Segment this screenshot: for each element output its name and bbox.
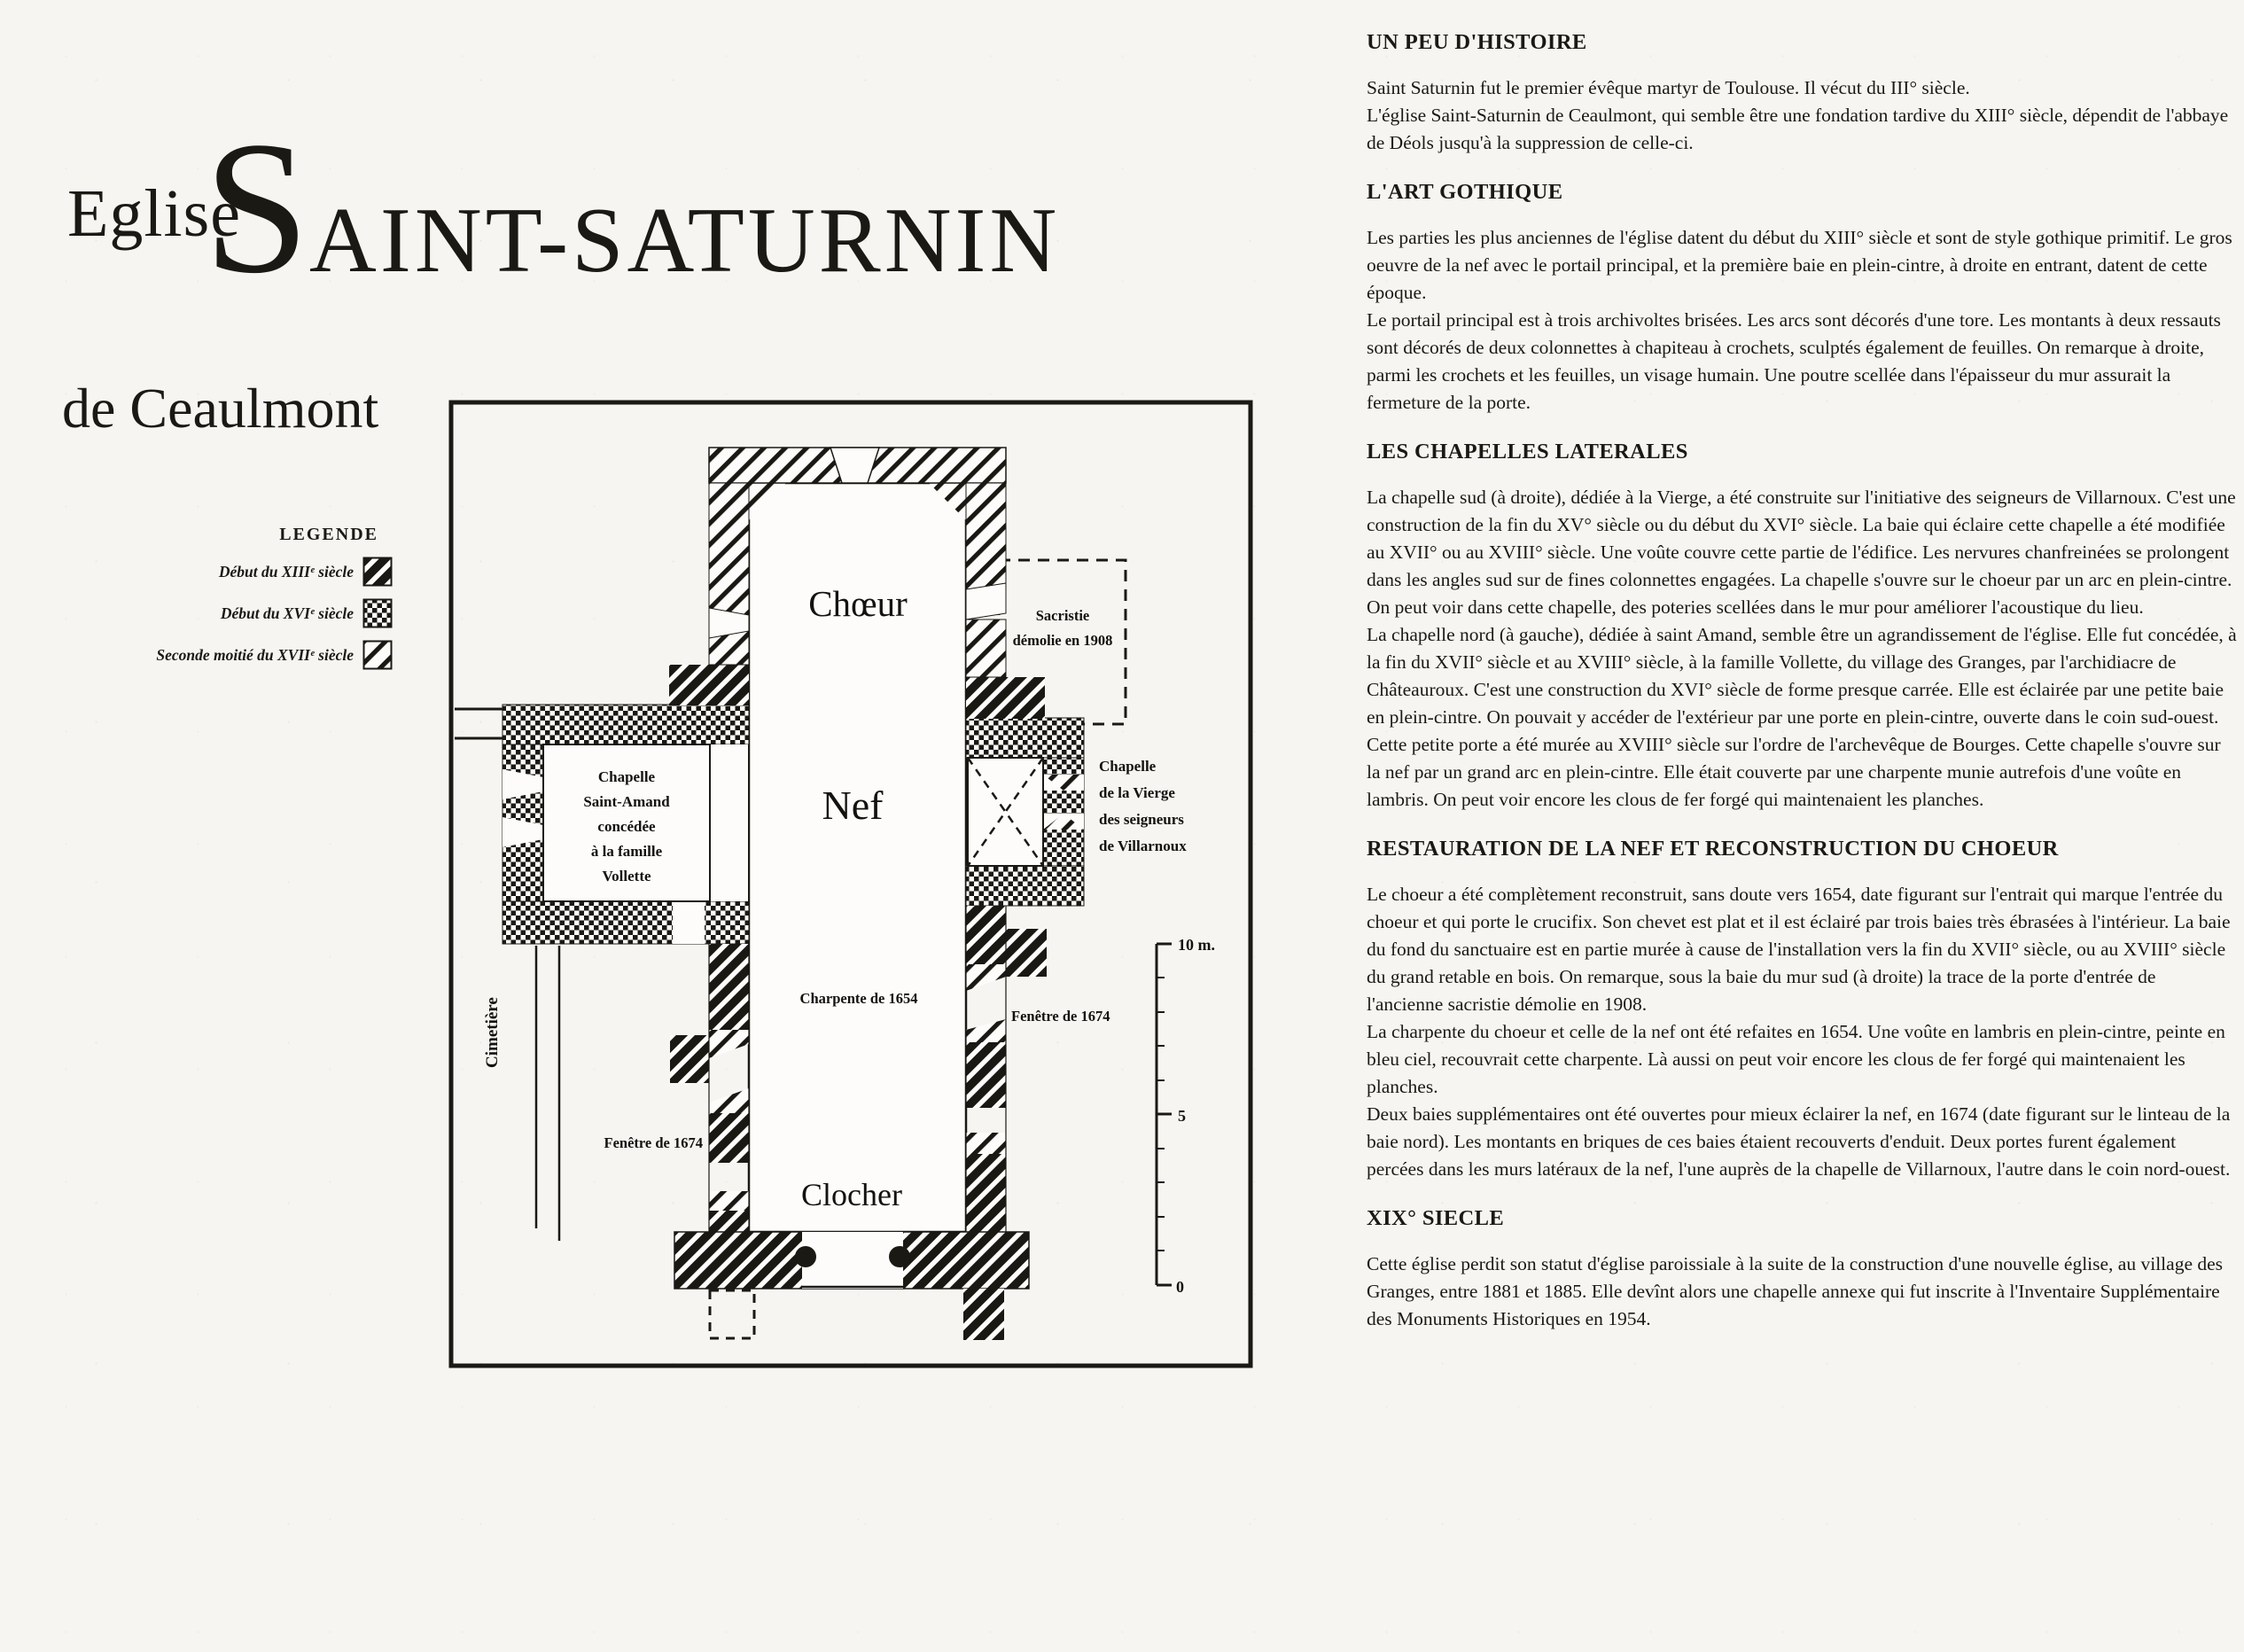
plan-legend bbox=[156, 525, 393, 670]
section-heading: L'ART GOTHIQUE bbox=[1367, 180, 1563, 204]
section-heading: UN PEU D'HISTOIRE bbox=[1367, 30, 1587, 54]
scale-label-0: 0 bbox=[1176, 1278, 1184, 1296]
south-junction-wall bbox=[966, 677, 1045, 719]
section-heading: XIX° SIECLE bbox=[1367, 1206, 1505, 1230]
hatch-17th-swatch-icon bbox=[362, 640, 393, 670]
title-dropcap: S bbox=[204, 103, 310, 313]
plan-label-chapelle-sud-1: Chapelle bbox=[1099, 758, 1157, 775]
paragraph: La chapelle nord (à gauche), dédiée à saint Amand, semble être un agrandissement de l'église. Elle fut concédée, à la fin du XVII° siècle et au XVIII° siècle, à la famille Vollette, du village des Granges, par l'archidiacre de Châteauroux. C'est une construction du XVI° siècle de forme presque carrée. Elle est éclairée par une petite baie en plein-cintre. On pouvait y accéder de l'extérieur par une porte en plein-cintre, ouverte dans le coin sud-ouest. Cette petite porte a été murée au XVIII° siècle sur l'ordre de l'archevêque de Bourges. Cette chapelle s'ouvre sur la nef par un grand arc en plein-cintre. Elle était couverte par une charpente munie autrefois d'une voûte en lambris. On peut voir encore les clous de fer forgé qui maintenaient les planches. bbox=[1367, 624, 2237, 810]
plan-label-chapelle-nord-3: concédée bbox=[597, 818, 656, 835]
section-histoire bbox=[1367, 30, 2237, 157]
section-19e-siecle bbox=[1367, 1206, 2237, 1333]
plan-label-chapelle-sud-2: de la Vierge bbox=[1099, 784, 1175, 801]
plan-label-chapelle-nord-4: à la famille bbox=[590, 843, 663, 860]
section-restauration bbox=[1367, 837, 2237, 1183]
section-chapelles bbox=[1367, 440, 2237, 814]
section-art-gothique bbox=[1367, 180, 2237, 417]
south-chapel bbox=[966, 718, 1187, 906]
paragraph: Saint Saturnin fut le premier évêque martyr de Toulouse. Il vécut du III° siècle. bbox=[1367, 77, 1970, 98]
paragraph: La charpente du choeur et celle de la nef ont été refaites en 1654. Une voûte en lambris en plein-cintre, peinte en bleu ciel, recouvrait cette charpente. Là aussi on peut voir encore les clous de fer forgé qui maintenaient les planches. bbox=[1367, 1021, 2225, 1097]
legend-item-17th-century bbox=[156, 640, 393, 670]
south-buttress bbox=[1006, 929, 1047, 977]
paragraph: Les parties les plus anciennes de l'église datent du début du XIII° siècle et sont de style gothique primitif. Le gros oeuvre de la nef avec le portail principal, et la première baie en plein-cintre, à droite en entrant, datent de cette époque. bbox=[1367, 227, 2232, 303]
plan-label-sacristie: Sacristie bbox=[1035, 607, 1090, 624]
scale-label-10m: 10 m. bbox=[1178, 936, 1215, 954]
history-article bbox=[1367, 30, 2237, 1648]
plan-label-chapelle-nord-5: Vollette bbox=[602, 868, 651, 884]
checker-16th-swatch-icon bbox=[362, 598, 393, 628]
north-chapel bbox=[503, 705, 749, 944]
church-floor-plan bbox=[448, 399, 1254, 1369]
plan-label-sacristie-date: démolie en 1908 bbox=[1012, 632, 1113, 649]
legend-label: Début du XIIIᵉ siècle bbox=[218, 562, 354, 581]
paragraph: Le portail principal est à trois archivoltes brisées. Les arcs sont décorés d'une tore. Les montants à deux ressauts sont décorés de deux colonnettes à chapiteau à crochets, sculptés également de feuilles. On remarque à droite, parmi les crochets et les feuilles, un visage humain. Une poutre scellée dans l'épaisseur du mur assurait la fermeture de la porte. bbox=[1367, 309, 2221, 413]
title-main-text: AINT-SATURNIN bbox=[309, 188, 1061, 292]
paragraph: Cette église perdit son statut d'église paroissiale à la suite de la construction d'une nouvelle église, au village des Granges, entre 1881 et 1885. Elle devînt alors une chapelle annexe qui fut inscrite à l'Inventaire Supplémentaire des Monuments Historiques en 1954. bbox=[1367, 1253, 2224, 1329]
hatch-13th-swatch-icon bbox=[362, 557, 393, 587]
scale-label-5: 5 bbox=[1178, 1107, 1186, 1125]
portal-doorway bbox=[802, 1232, 903, 1289]
legend-label: Début du XVIᵉ siècle bbox=[220, 604, 354, 622]
legend-label: Seconde moitié du XVIIᵉ siècle bbox=[156, 645, 354, 664]
porch-outline bbox=[710, 1290, 754, 1338]
scale-bar bbox=[1157, 944, 1172, 1285]
plan-label-nef: Nef bbox=[822, 783, 884, 828]
north-junction-wall bbox=[669, 665, 749, 705]
plan-label-charpente: Charpente de 1654 bbox=[799, 990, 918, 1007]
page-title bbox=[204, 103, 1061, 313]
paragraph: Le choeur a été complètement reconstruit, sans doute vers 1654, date figurant sur l'entrait qui marque l'entrée du choeur et qui porte le crucifix. Son chevet est plat et il est éclairé par trois baies très ébrasées à l'intérieur. La baie du fond du sanctuaire est en partie murée à cause de l'installation vers la fin du XVII° siècle, ou au XVIII° siècle du grand retable en bois. On remarque, sous la baie du mur sud (à droite) la trace de la porte d'entrée de l'ancienne sacristie démolie en 1908. bbox=[1367, 884, 2231, 1015]
title-prefix: Eglise bbox=[67, 176, 241, 251]
section-heading: RESTAURATION DE LA NEF ET RECONSTRUCTION DU CHOEUR bbox=[1367, 837, 2059, 861]
legend-heading: LEGENDE bbox=[279, 525, 378, 544]
plan-label-clocher: Clocher bbox=[801, 1177, 902, 1212]
north-buttress bbox=[670, 1035, 709, 1083]
plan-label-chapelle-sud-3: des seigneurs bbox=[1099, 811, 1184, 828]
legend-item-13th-century bbox=[162, 557, 393, 587]
paragraph: Deux baies supplémentaires ont été ouvertes pour mieux éclairer la nef, en 1674 (date figurant sur le linteau de la baie nord). Les montants en briques de ces baies étaient recouverts d'enduit. Deux portes furent également percées dans les murs latéraux de la nef, l'une auprès de la chapelle de Villarnoux, l'autre dans le coin nord-ouest. bbox=[1367, 1103, 2231, 1180]
nave-south-wall bbox=[966, 906, 1047, 1232]
plan-label-cimetiere: Cimetière bbox=[483, 997, 502, 1068]
plan-label-choeur: Chœur bbox=[808, 583, 908, 624]
plan-label-fenetre-nord: Fenêtre de 1674 bbox=[604, 1134, 703, 1151]
paragraph: L'église Saint-Saturnin de Ceaulmont, qui semble être une fondation tardive du XIII° siècle, dépendit de l'abbaye de Déols jusqu'à la suppression de celle-ci. bbox=[1367, 105, 2229, 153]
southwest-buttress bbox=[963, 1289, 1004, 1340]
title-subtitle: de Ceaulmont bbox=[62, 377, 379, 440]
legend-item-16th-century bbox=[162, 598, 393, 628]
paragraph: La chapelle sud (à droite), dédiée à la Vierge, a été construite sur l'initiative des seigneurs de Villarnoux. C'est une construction de la fin du XV° siècle ou du début du XVI° siècle. La baie qui éclaire cette chapelle a été modifiée au XVII° ou au XVIII° siècle. Une voûte couvre cette partie de l'édifice. Les nervures chanfreinées se prolongent dans les angles sud sur de fines colonnettes engagées. La chapelle s'ouvre sur le choeur par un arc en plein-cintre. On peut voir dans cette chapelle, des poteries scellées dans le mur pour améliorer l'acoustique du lieu. bbox=[1367, 487, 2236, 618]
plan-label-chapelle-nord-1: Chapelle bbox=[597, 768, 656, 785]
section-heading: LES CHAPELLES LATERALES bbox=[1367, 440, 1688, 464]
plan-label-chapelle-nord-2: Saint-Amand bbox=[583, 793, 670, 810]
west-wall-portal bbox=[674, 1232, 1029, 1340]
nave-north-wall bbox=[670, 944, 749, 1232]
plan-label-fenetre-sud: Fenêtre de 1674 bbox=[1011, 1008, 1110, 1025]
plan-label-chapelle-sud-4: de Villarnoux bbox=[1099, 838, 1187, 854]
